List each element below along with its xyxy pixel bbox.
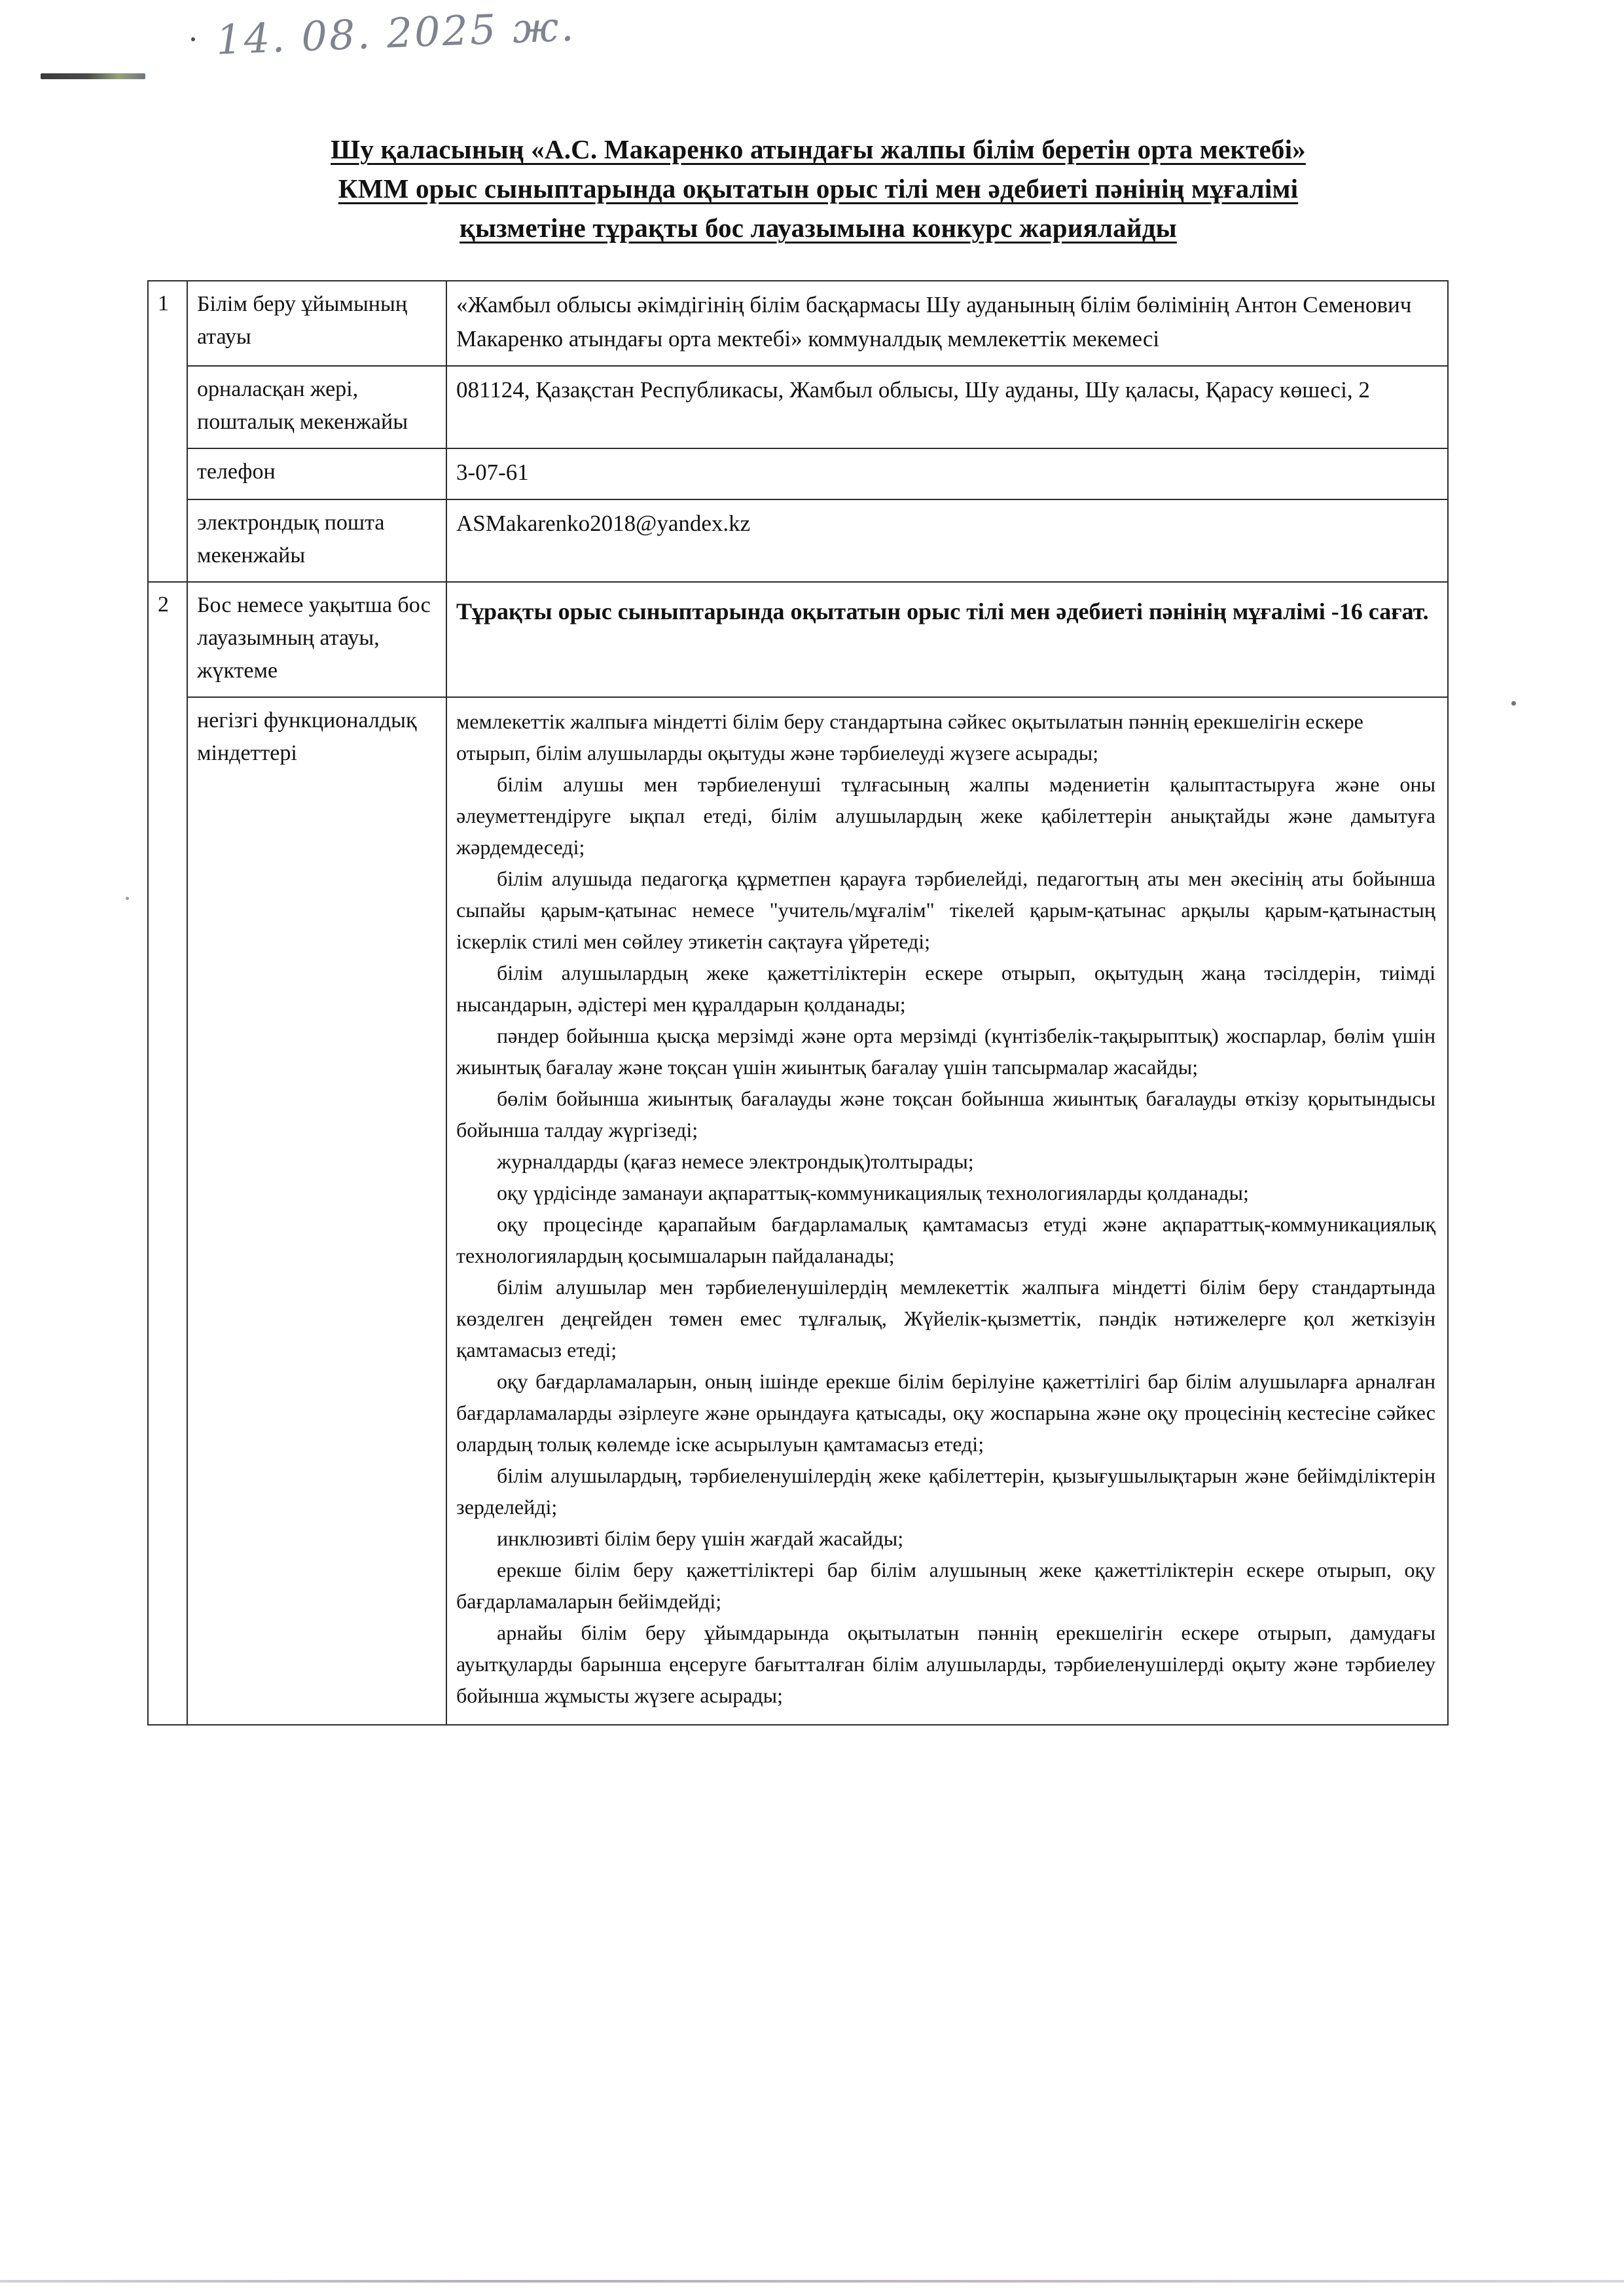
row-label-telephone: телефон (187, 448, 446, 499)
row-label-postal-address: орналасқан жері, пошталық мекенжайы (187, 366, 446, 448)
duty-item: білім алушы мен тәрбиеленуші тұлғасының жалпы мәдениетін қалыптастыруға және оны әлеуметтендіруге ықпал етеді, білім алушылардың жеке қабілеттерін анықтайды және дамытуға жәрдемдеседі; (456, 772, 1435, 859)
row-value-telephone: 3-07-61 (446, 448, 1448, 499)
vacancy-table-body (148, 281, 1448, 1725)
document-title-line-3: қызметіне тұрақты бос лауазымына конкурс жариялайды (460, 213, 1177, 243)
document-title-line-1: Шу қаласының «А.С. Макаренко атындағы жалпы білім беретін орта мектебі» (331, 134, 1306, 164)
scan-speck-2 (1511, 701, 1516, 706)
row-number: 2 (148, 582, 187, 1725)
table-row (148, 448, 1448, 499)
vacancy-info-table (147, 280, 1449, 1726)
table-row (148, 499, 1448, 582)
duty-item: арнайы білім беру ұйымдарында оқытылатын пәннің ерекшелігін ескере отырып, дамудағы ауытқуларды барынша еңсеруге бағытталған білім алушыларды, тәрбиеленушілерді оқыту және тәрбиелеу бойынша жұмысты жүзеге асырады; (456, 1621, 1435, 1707)
duty-item: білім алушылар мен тәрбиеленушілердің мемлекеттік жалпыға міндетті білім беру стандартында көзделген деңгейден төмен емес тұлғалық, Жүйелік-қызметтік, пәндік нәтижелерге қол жеткізуін қамтамасыз етеді; (456, 1275, 1435, 1362)
handwritten-date-annotation: 14. 08. 2025 ж. (215, 2, 577, 64)
duty-item: бөлім бойынша жиынтық бағалауды және тоқсан бойынша жиынтық бағалауды өткізу қорытындысы бойынша талдау жүргізеді; (456, 1087, 1435, 1142)
duty-item: оқу бағдарламаларын, оның ішінде ерекше білім берілуіне қажеттілігі бар білім алушыларға арналған бағдарламаларды әзірлеуге және орындауға қатысады, оқу жоспарына және оқу процесінің кестесіне сәйкес олардың толық көлемде іске асырылуын қамтамасыз етеді; (456, 1369, 1435, 1456)
scan-speck-3 (126, 897, 129, 900)
row-number: 1 (148, 281, 187, 582)
row-label-functional-duties: негізгі функционалдық міндеттері (187, 697, 446, 1725)
duty-item: білім алушылардың жеке қажеттіліктерін ескере отырып, оқытудың жаңа тәсілдерін, тиімді нысандарын, әдістері мен құралдарын қолданады; (456, 961, 1435, 1016)
row-value-functional-duties (446, 697, 1448, 1725)
table-row (148, 281, 1448, 366)
duty-item: оқу үрдісінде заманауи ақпараттық-коммуникациялық технологияларды қолданады; (497, 1181, 1249, 1204)
duty-item: журналдарды (қағаз немесе электрондық)толтырады; (497, 1149, 974, 1173)
table-row (148, 582, 1448, 697)
table-row (148, 697, 1448, 1725)
duty-item: инклюзивті білім беру үшін жағдай жасайды; (497, 1527, 904, 1550)
duty-item: ерекше білім беру қажеттіліктері бар білім алушының жеке қажеттіліктерін ескере отырып, оқу бағдарламаларын бейімдейді; (456, 1558, 1435, 1613)
scan-smudge-artifact (41, 73, 145, 79)
row-value-postal-address: 081124, Қазақстан Республикасы, Жамбыл облысы, Шу ауданы, Шу қаласы, Қарасу көшесі, 2 (446, 366, 1448, 448)
duty-item: пәндер бойынша қысқа мерзімді және орта мерзімді (күнтізбелік-тақырыптық) жоспарлар, бөлім үшін жиынтық бағалау және тоқсан үшін жиынтық бағалау үшін тапсырмалар жасайды; (456, 1024, 1435, 1079)
scan-bottom-edge (0, 2280, 1624, 2283)
row-value-vacant-position: Тұрақты орыс сыныптарында оқытатын орыс тілі мен әдебиеті пәнінің мұғалімі -16 сағат. (446, 582, 1448, 697)
scan-speck-1 (191, 37, 195, 41)
row-label-email: электрондық пошта мекенжайы (187, 499, 446, 582)
table-row (148, 366, 1448, 448)
duty-item: мемлекеттік жалпыға міндетті білім беру стандартына сәйкес оқытылатын пәннің ерекшелігін ескере отырып, білім алушыларды оқытуды және тәрбиелеуді жүзеге асырады; (456, 710, 1363, 765)
duty-item: білім алушыда педагогқа құрметпен қарауға тәрбиелейді, педагогтың аты мен әкесінің аты бойынша сыпайы қарым-қатынас немесе "учитель/мұғалім" тікелей қарым-қатынас арқылы қарым-қатынастың іскерлік стилі мен сөйлеу этикетін сақтауға үйретеді; (456, 867, 1435, 953)
row-value-email: ASMakarenko2018@yandex.kz (446, 499, 1448, 582)
row-value-organization-name: «Жамбыл облысы әкімдігінің білім басқармасы Шу ауданының білім бөлімінің Антон Семенович Макаренко атындағы орта мектебі» коммуналдық мемлекеттік мекемесі (446, 281, 1448, 366)
duty-item: білім алушылардың, тәрбиеленушілердің жеке қабілеттерін, қызығушылықтарын және бейімділіктерін зерделейді; (456, 1464, 1435, 1519)
row-label-organization-name: Білім беру ұйымының атауы (187, 281, 446, 366)
document-title-line-2: КММ орыс сыныптарында оқытатын орыс тілі мен әдебиеті пәнінің мұғалімі (338, 173, 1299, 204)
document-title (196, 130, 1440, 247)
row-label-vacant-position: Бос немесе уақытша бос лауазымның атауы, жүктеме (187, 582, 446, 697)
duty-item: оқу процесінде қарапайым бағдарламалық қамтамасыз етуді және ақпараттық-коммуникациялық технологиялардың қосымшаларын пайдаланады; (456, 1212, 1435, 1267)
